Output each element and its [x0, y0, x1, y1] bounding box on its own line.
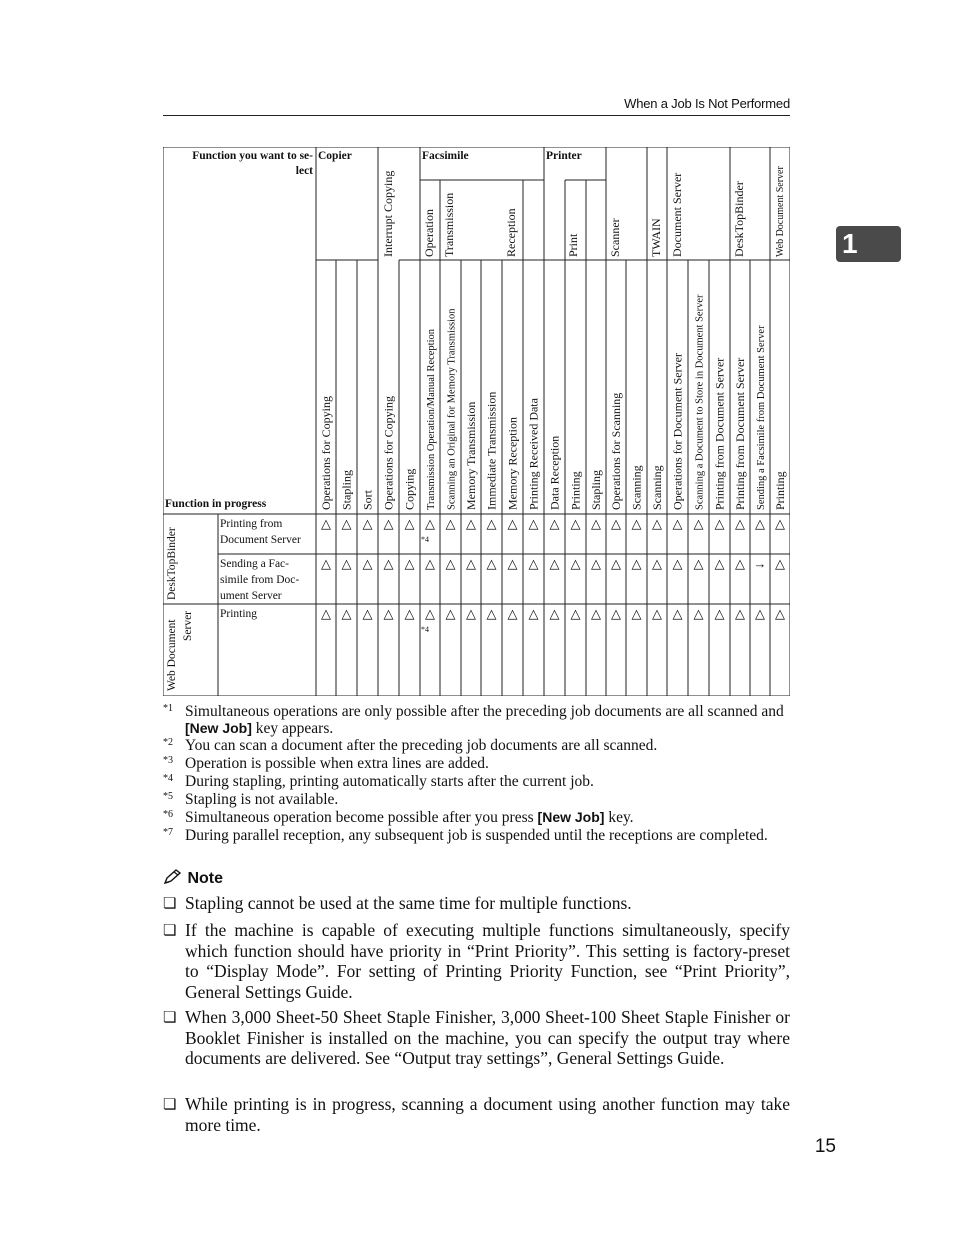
footnote-text: Stapling is not available. [185, 791, 339, 808]
table-cell: △ [735, 606, 745, 621]
column-header: Memory Reception [505, 417, 520, 510]
table-cell: △ [570, 606, 581, 621]
column-header: Operations for Scanning [609, 392, 623, 510]
note-item-text: Stapling cannot be used at the same time for multiple functions. [185, 893, 632, 913]
column-header: Transmission Operation/Manual Reception [426, 328, 437, 510]
column-header: Data Reception [547, 435, 562, 510]
note-item [163, 1007, 790, 1069]
group-header-interrupt-copying: Interrupt Copying [381, 170, 395, 257]
table-cell: △ [755, 516, 765, 531]
table-cell: △ [383, 556, 394, 571]
table-cell: △ [549, 516, 560, 531]
group-header-web-document-server: Web Document Server [775, 166, 786, 257]
table-cell: △ [528, 516, 539, 531]
table-cell: △ [404, 516, 415, 531]
column-header: Immediate Transmission [484, 391, 499, 510]
table-cell: △ [528, 556, 539, 571]
column-header: Scanning [650, 465, 664, 510]
column-header: Scanning an Original for Memory Transmission [446, 308, 458, 510]
column-header: Operations for Document Server [670, 353, 685, 510]
table-cell: △ [693, 556, 704, 571]
table-cell: △ [714, 556, 725, 571]
subheader-print: Print [566, 233, 580, 257]
cell-footnote-ref: *4 [421, 625, 429, 634]
footnote [163, 809, 790, 826]
table-cell: △ [714, 516, 725, 531]
table-cell: △ [507, 606, 518, 621]
column-header: Sending a Facsimile from Document Server [756, 325, 767, 510]
table-cell: △ [445, 606, 456, 621]
table-cell: △ [362, 606, 373, 621]
page-number: 15 [814, 1136, 836, 1157]
row-label: simile from Doc- [220, 574, 300, 586]
footnote-mark: *7 [163, 827, 173, 838]
compatibility-table [163, 147, 790, 696]
table-cell: △ [570, 516, 581, 531]
row-group-web-document-server: Web Document [166, 619, 178, 691]
note-item [163, 1094, 790, 1135]
row-label: Printing [220, 608, 258, 620]
table-cell: △ [404, 556, 415, 571]
group-header-scanner: Scanner [608, 218, 622, 257]
table-cell: △ [631, 516, 642, 531]
column-header: Stapling [339, 469, 354, 510]
column-header: Printing [773, 471, 787, 510]
note-item [163, 920, 790, 1002]
table-cell: △ [735, 516, 745, 531]
group-header-twain: TWAIN [649, 218, 663, 257]
column-header: Printing [568, 471, 583, 510]
table-cell: △ [445, 556, 456, 571]
table-cell: △ [362, 556, 373, 571]
column-header: Printing from Document Server [733, 357, 747, 510]
table-cell: △ [425, 516, 435, 531]
running-header: When a Job Is Not Performed [624, 96, 790, 111]
group-header-document-server: Document Server [670, 172, 684, 257]
table-cell: △ [652, 556, 662, 571]
footnote-text: During stapling, printing automatically starts after the current job. [185, 773, 594, 790]
table-cell: △ [425, 606, 435, 621]
note-item [163, 893, 790, 914]
column-header: Printing Received Data [526, 398, 541, 510]
corner-top-label: Function you want to se- [192, 150, 313, 162]
footnote-mark: *1 [163, 703, 173, 714]
table-cell: △ [549, 556, 560, 571]
table-cell: △ [693, 516, 704, 531]
row-label: Printing from [220, 518, 283, 530]
table-cell: △ [775, 556, 785, 571]
table-cell: △ [466, 606, 476, 621]
cell-footnote-ref: *4 [421, 535, 429, 544]
column-header: Memory Transmission [464, 401, 478, 510]
footnote-mark: *3 [163, 755, 173, 766]
column-header: Sort [360, 489, 375, 510]
table-cell: △ [611, 516, 621, 531]
row-group-desktopbinder: DeskTopBinder [166, 527, 178, 600]
table-cell: △ [652, 606, 662, 621]
table-cell: △ [466, 516, 476, 531]
key-label: [New Job] [537, 809, 605, 825]
table-cell: △ [631, 556, 642, 571]
table-cell: △ [755, 606, 765, 621]
table-cell: △ [466, 556, 476, 571]
footnote [163, 773, 790, 790]
row-group-web-document-server: Server [182, 610, 194, 641]
table-cell: △ [652, 516, 662, 531]
table-cell: △ [321, 516, 331, 531]
table-cell: △ [693, 606, 704, 621]
table-cell: △ [507, 516, 518, 531]
column-header: Printing from Document Server [712, 357, 727, 510]
footnote [163, 791, 790, 808]
table-cell: △ [591, 556, 601, 571]
table-cell: △ [486, 516, 497, 531]
table-cell: △ [445, 516, 456, 531]
note-title: Note [187, 870, 224, 887]
table-cell: △ [611, 606, 621, 621]
column-header: Operations for Copying [319, 396, 333, 510]
table-cell: △ [591, 516, 601, 531]
group-header-copier: Copier [318, 150, 352, 162]
table-cell: △ [672, 516, 683, 531]
table-cell: △ [507, 556, 518, 571]
table-cell: △ [672, 606, 683, 621]
note-item-text: If the machine is capable of executing multiple functions simultaneously, specify which function should have priority in “Print Priority”. This setting is factory-preset to “Display Mode”. For setting of Printing Priority Function, see “Print Priority”, General Settings Guide. [185, 920, 790, 1002]
table-cell: △ [321, 556, 331, 571]
footnote-mark: *4 [163, 773, 173, 784]
table-cell: △ [549, 606, 560, 621]
table-cell: △ [672, 556, 683, 571]
footnote [163, 737, 790, 754]
checkbox-bullet-icon: ❏ [163, 896, 177, 912]
table-cell: △ [383, 516, 394, 531]
table-cell: △ [321, 606, 331, 621]
table-cell: △ [486, 606, 497, 621]
header-rule [163, 115, 790, 116]
table-cell: △ [591, 606, 601, 621]
footnote-mark: *2 [163, 737, 173, 748]
subheader-reception: Reception [504, 208, 518, 257]
table-cell: △ [775, 516, 785, 531]
row-label: Sending a Fac- [220, 558, 289, 570]
group-header-printer: Printer [546, 150, 582, 162]
table-cell: △ [735, 556, 745, 571]
table-cell: △ [570, 556, 581, 571]
table-cell: △ [631, 606, 642, 621]
table-cell: △ [528, 606, 539, 621]
footnote-text: Simultaneous operations are only possible after the preceding job documents are all scanned and [New Job] key appears. [185, 703, 784, 737]
table-cell: △ [714, 606, 725, 621]
checkbox-bullet-icon: ❏ [163, 1097, 177, 1113]
table-cell: → [753, 556, 767, 571]
note-heading [163, 869, 223, 888]
footnote-mark: *5 [163, 791, 173, 802]
footnote [163, 827, 790, 844]
footnote-mark: *6 [163, 809, 173, 820]
table-cell: △ [486, 556, 497, 571]
subheader-transmission: Transmission [442, 192, 456, 257]
group-header-facsimile: Facsimile [422, 150, 469, 162]
footnote-text: You can scan a document after the preceding job documents are all scanned. [185, 737, 658, 754]
checkbox-bullet-icon: ❏ [163, 1010, 177, 1026]
column-header: Scanning a Document to Store in Document Server [694, 294, 706, 510]
column-header: Copying [402, 468, 417, 510]
footnote-text: During parallel reception, any subsequent job is suspended until the receptions are completed. [185, 827, 768, 844]
row-label: ument Server [220, 590, 282, 602]
note-item-text: When 3,000 Sheet-50 Sheet Staple Finisher, 3,000 Sheet-100 Sheet Staple Finisher or Booklet Finisher is installed on the machine, you can specify the output tray where documents are delivered. See “Output tray settings”, General Settings Guide. [185, 1007, 790, 1068]
footnote [163, 755, 790, 772]
subheader-operation: Operation [422, 209, 436, 257]
chapter-tab: 1 [836, 226, 901, 262]
table-cell: △ [611, 556, 621, 571]
table-cell: △ [775, 606, 785, 621]
table-cell: △ [404, 606, 415, 621]
checkbox-bullet-icon: ❏ [163, 923, 177, 939]
corner-bottom-label: Function in progress [165, 498, 267, 510]
table-cell: △ [341, 556, 352, 571]
column-header: Scanning [629, 465, 644, 510]
note-item-text: While printing is in progress, scanning a document using another function may take more time. [185, 1094, 790, 1135]
table-cell: △ [341, 606, 352, 621]
table-cell: △ [362, 516, 373, 531]
group-header-desktopbinder: DeskTopBinder [732, 181, 746, 257]
footnote [163, 703, 790, 737]
footnote-text: Simultaneous operation become possible after you press [New Job] key. [185, 809, 634, 826]
table-cell: △ [383, 606, 394, 621]
corner-top-label: lect [295, 165, 313, 177]
row-label: Document Server [220, 534, 301, 546]
table-cell: △ [425, 556, 435, 571]
column-header: Stapling [589, 469, 603, 510]
table-cell: △ [341, 516, 352, 531]
pencil-icon [163, 869, 183, 885]
footnote-text: Operation is possible when extra lines are added. [185, 755, 489, 772]
column-header: Operations for Copying [381, 396, 396, 510]
key-label: [New Job] [185, 720, 252, 736]
